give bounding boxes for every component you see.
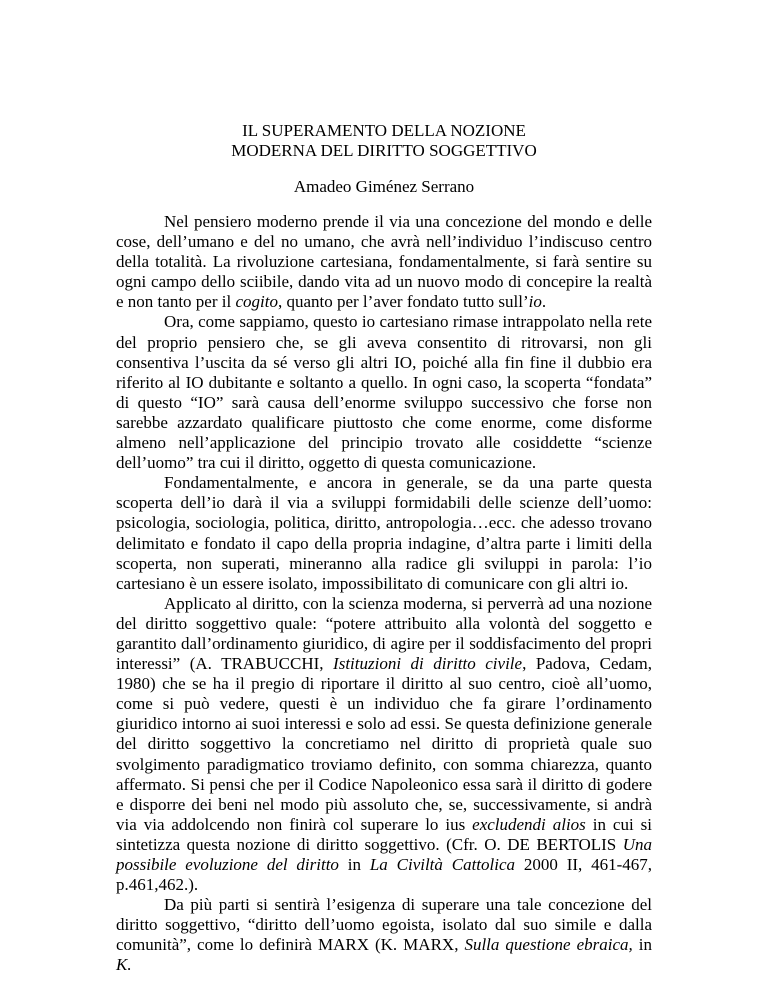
text-span: in	[338, 855, 370, 874]
text-span: in cui si sintetizza questa nozione di diritto soggettivo. (Cfr. O. DE BERTOLIS	[116, 814, 652, 854]
paragraph-4	[116, 594, 652, 895]
italic-span: excludendi alios	[472, 814, 586, 834]
italic-span: K.	[116, 955, 132, 975]
paragraph-2: Ora, come sappiamo, questo io cartesiano rimase intrappolato nella rete del proprio pensiero che, se gli aveva consentito di ritrovarsi, non gli consentiva l’uscita da sé verso gli altri IO, poiché alla fin fine il dubbio era riferito al IO dubitante e soltanto a quello. In ogni caso, la scoperta “fondata” di questo “IO” sarà causa dell’enorme sviluppo successivo che forse non sarebbe azzardato qualificare piuttosto che come enorme, come disforme almeno nell’applicazione del principio trovato alle cosiddette “scienze dell’uomo” tra cui il diritto, oggetto di questa comunicazione.	[116, 312, 652, 473]
italic-span: Una possibile evoluzione del diritto	[116, 834, 652, 874]
paragraph-5	[116, 895, 652, 975]
paragraph-3: Fondamentalmente, e ancora in generale, se da una parte questa scoperta dell’io darà il via a sviluppi formidabili delle scienze dell’uomo: psicologia, sociologia, politica, diritto, antropologia…ecc. che adesso trovano delimitato e fondato il capo della propria indagine, d’altra parte i limiti della scoperta, non superati, mineranno alla radice gli sviluppi in parola: l’io cartesiano è un essere isolato, impossibilitato di comunicare con gli altri io.	[116, 473, 652, 593]
text-span: , quanto per l’aver fondato tutto sull’	[277, 292, 529, 312]
text-span: .	[541, 292, 547, 312]
text-span: 2000 II, 461-467, p.461,462.).	[116, 855, 653, 895]
italic-span: Sulla questione ebraica,	[464, 935, 633, 955]
italic-span: cogito	[235, 292, 278, 312]
title-line-1: IL SUPERAMENTO DELLA NOZIONE	[242, 121, 526, 140]
italic-span: io	[528, 292, 542, 312]
author-name: Amadeo Giménez Serrano	[293, 177, 475, 196]
paragraph-1	[116, 212, 652, 312]
text-span: , Padova, Cedam, 1980) che se ha il pregio di riportare il diritto al suo centro, cioè all’uomo, come si può vedere, questi è un individuo che fa girare l’ordinamento giuridico intorno ai suoi interessi e solo ad essi. Se questa definizione generale del diritto soggettivo la concretiamo nel diritto di proprietà quale suo svolgimento paradigmatico troviamo definito, con somma chiarezza, quanto affermato. Si pensi che per il Codice Napoleonico essa sarà il diritto di godere e disporre dei beni nel modo più assoluto che, se, successivamente, si andrà via via addolcendo non finirà col superare lo ius	[116, 654, 653, 834]
text-span: Da più parti si sentirà l’esigenza di superare una tale concezione del diritto soggettivo, “diritto dell’uomo egoista, isolato dal suo simile e dalla comunità”, come lo definirà MARX (K. MARX,	[116, 895, 652, 955]
document-body	[116, 212, 652, 976]
italic-span: Istituzioni di diritto civile	[333, 654, 523, 674]
text-span: Applicato al diritto, con la scienza moderna, si perverrà ad una nozione del diritto soggettivo quale: “potere attribuito alla volontà del soggetto e garantito dall’ordinamento giuridico, di agire per il soddisfacimento del propri interessi” (A. TRABUCCHI,	[116, 593, 652, 674]
document-title	[0, 121, 768, 161]
text-span: in	[632, 935, 652, 955]
italic-span: La Civiltà Cattolica	[369, 855, 516, 874]
title-line-2: MODERNA DEL DIRITTO SOGGETTIVO	[231, 141, 537, 160]
text-span: Nel pensiero moderno prende il via una concezione del mondo e delle cose, dell’umano e del no umano, che avrà nell’individuo l’indiscuso centro della totalità. La rivoluzione cartesiana, fondamentalmente, si farà sentire su ogni campo dello sciibile, dando vita ad un nuovo modo di concepire la realtà e non tanto per il	[116, 212, 652, 312]
